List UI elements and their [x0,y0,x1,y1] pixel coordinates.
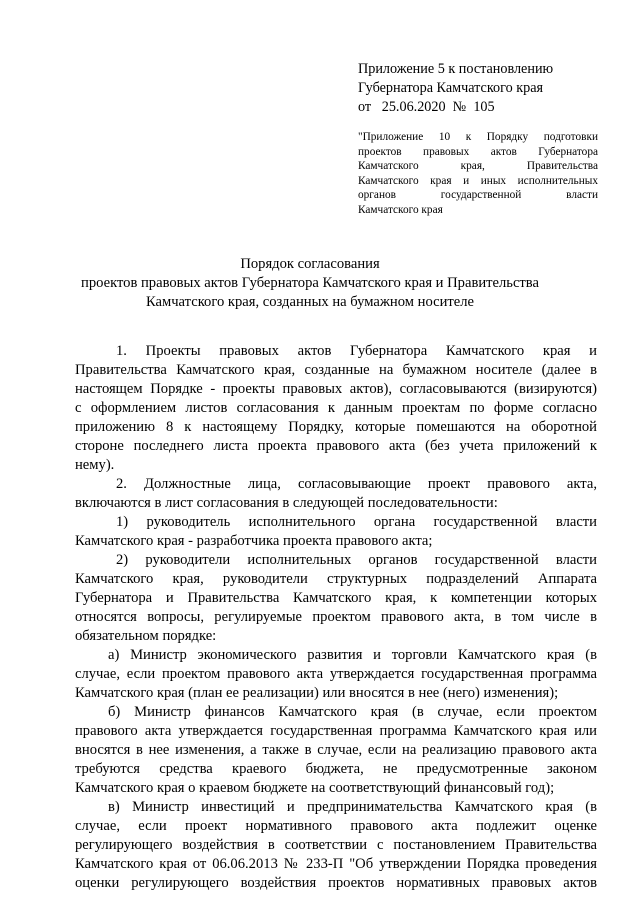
annex-header [358,60,608,117]
body-line: случае, если проектом правового акта утверждается государственная программа [75,666,597,682]
body-line: 2. Должностные лица, согласовывающие проект правового акта, [116,476,597,492]
body-line: случае, если проект нормативного правового акта подлежит оценке [75,818,597,834]
body-line: 1. Проекты правовых актов Губернатора Камчатского края и [116,343,597,359]
body-line: в) Министр инвестиций и предпринимательства Камчатского края (в [108,799,597,815]
reference-line: "Приложение 10 к Порядку подготовки [358,131,598,143]
body-line: б) Министр финансов Камчатского края (в случае, если проектом [108,704,597,720]
reference-line: Камчатского края [358,203,443,216]
paragraph-2 [75,475,597,513]
body-line: относятся вопросы, регулируемые проектом правового акта, в том числе в [75,609,597,625]
body-line: Камчатского края - разработчика проекта правового акта; [75,533,433,549]
body-line: обязательном порядке: [75,628,217,644]
title-line: проектов правовых актов Губернатора Камчатского края и Правительства [81,275,539,291]
annex-line: Приложение 5 к постановлению [358,61,554,77]
body-line: Камчатского края, руководители структурных подразделений Аппарата [75,571,597,587]
body-line: оценки регулирующего воздействия проектов нормативных правовых актов [75,875,597,891]
reference-line: проектов правовых актов Губернатора [358,145,598,158]
annex-line: от 25.06.2020 № 105 [358,99,495,115]
body-line: требуются средства краевого бюджета, не предусмотренные законом [75,761,597,777]
body-line: 1) руководитель исполнительного органа государственной власти [116,514,597,530]
paragraph-4 [75,551,597,646]
document-title [60,255,560,312]
body-line: Камчатского края о краевом бюджете на соответствующий финансовый год); [75,780,555,796]
paragraph-7 [75,798,597,893]
title-line: Камчатского края, созданных на бумажном носителе [145,294,475,310]
paragraph-3 [75,513,597,551]
paragraph-6 [75,703,597,798]
body-line: вносятся в нее изменения, а также в случае, если на реализацию правового акта [75,742,597,758]
reference-note [358,130,598,218]
body-line: Камчатского края от 06.06.2013 № 233-П "Об утверждении Порядка проведения [75,856,597,872]
reference-line: Камчатского края и иных исполнительных [358,174,598,187]
paragraph-1 [75,342,597,475]
reference-line: органов государственной власти [358,189,598,202]
body-line: настоящем Порядке - проекты правовых актов), согласовываются (визируются) [75,381,597,397]
body-line: правового акта утверждается государственная программа Камчатского края или [75,723,597,739]
body-line: Камчатского края (план ее реализации) или вносятся в нее (него) изменения); [75,685,559,701]
body-line: стороне последнего листа проекта правового акта (без учета приложений к [75,438,597,454]
document-body [75,342,597,893]
body-line: Губернатора и Правительства Камчатского края, к компетенции которых [75,590,597,606]
body-line: а) Министр экономического развития и торговли Камчатского края (в [108,647,597,663]
body-line: 2) руководители исполнительных органов государственной власти [116,552,597,568]
body-line: нему). [75,457,115,473]
body-line: регулирующего воздействия в соответствии с постановлением Правительства [75,837,597,853]
body-line: приложению 8 к настоящему Порядку, которые помешаются на оборотной [75,419,597,435]
annex-line: Губернатора Камчатского края [358,80,544,96]
body-line: включаются в лист согласования в следующей последовательности: [75,495,498,511]
title-line: Порядок согласования [240,256,380,272]
body-line: Правительства Камчатского края, созданные на бумажном носителе (далее в [75,362,597,378]
body-line: с оформлением листов согласования к данным проектам по форме согласно [75,400,597,416]
reference-line: Камчатского края, Правительства [358,160,598,173]
paragraph-5 [75,646,597,703]
